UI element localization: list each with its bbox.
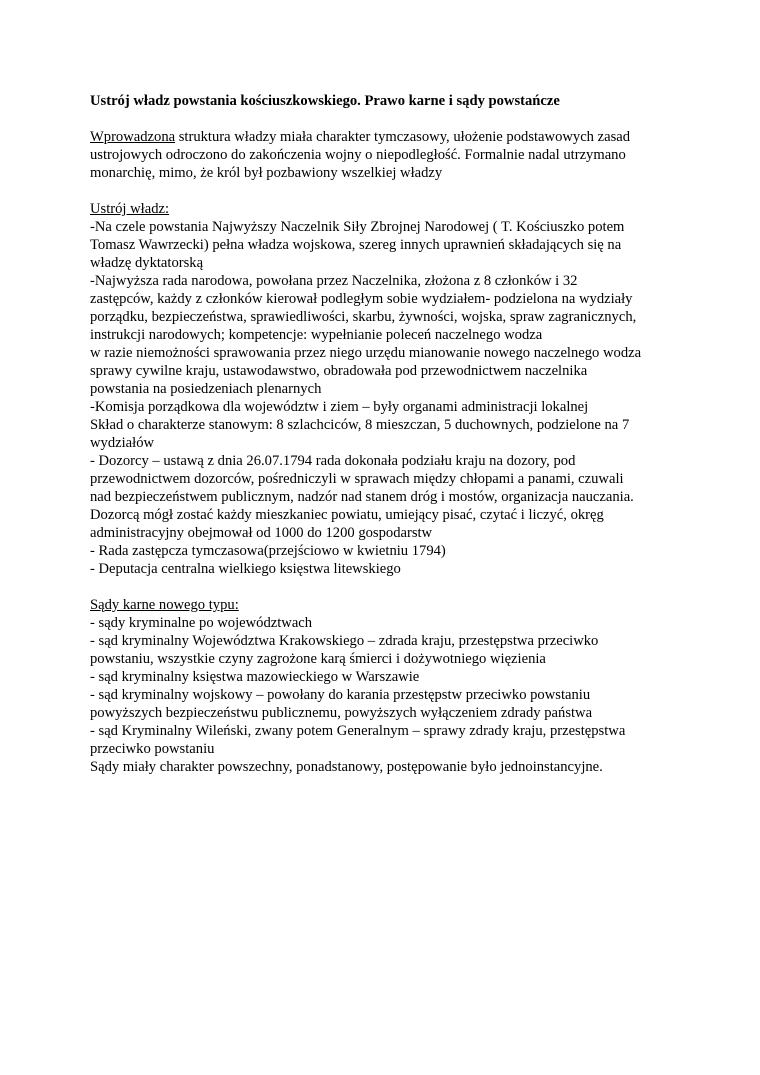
authorities-line: -Najwyższa rada narodowa, powołana przez Naczelnika, złożona z 8 członków i 32 [90, 273, 578, 289]
authorities-line: instrukcji narodowych; kompetencje: wypełnianie poleceń naczelnego wodza [90, 327, 543, 343]
courts-line: przeciwko powstaniu [90, 741, 215, 757]
document-page [90, 92, 680, 776]
courts-line: - sąd Kryminalny Wileński, zwany potem Generalnym – sprawy zdrady kraju, przestępstwa [90, 723, 626, 739]
authorities-line: władzę dyktatorską [90, 255, 204, 271]
authorities-line: -Komisja porządkowa dla województw i ziem – były organami administracji lokalnej [90, 399, 589, 415]
authorities-line: w razie niemożności sprawowania przez niego urzędu mianowanie nowego naczelnego wodza [90, 345, 642, 361]
authorities-line: Tomasz Wawrzecki) pełna władza wojskowa, szereg innych uprawnień składających się na [90, 237, 622, 253]
authorities-line: zastępców, każdy z członków kierował podległym sobie wydziałem- podzielona na wydziały [90, 291, 633, 307]
authorities-line: wydziałów [90, 435, 155, 451]
intro-paragraph [90, 128, 680, 182]
authorities-line: porządku, bezpieczeństwa, sprawiedliwości, skarbu, żywności, wojska, spraw zagranicznych, [90, 309, 637, 325]
authorities-line: powstania na posiedzeniach plenarnych [90, 381, 322, 397]
authorities-line: sprawy cywilne kraju, ustawodawstwo, obradowała pod przewodnictwem naczelnika [90, 363, 588, 379]
authorities-line: - Dozorcy – ustawą z dnia 26.07.1794 rada dokonała podziału kraju na dozory, pod [90, 453, 576, 469]
courts-line: - sądy kryminalne po województwach [90, 615, 313, 631]
authorities-line: przewodnictwem dozorców, pośredniczyli w sprawach między chłopami a panami, czuwali [90, 471, 624, 487]
authorities-line: nad bezpieczeństwem publicznym, nadzór nad stanem dróg i mostów, organizacja nauczania. [90, 489, 634, 505]
section-courts-lines [90, 614, 680, 776]
intro-line-1 [90, 128, 680, 146]
authorities-line: Skład o charakterze stanowym: 8 szlachciców, 8 mieszczan, 5 duchownych, podzielone na 7 [90, 417, 630, 433]
authorities-line: Dozorcą mógł zostać każdy mieszkaniec powiatu, umiejący pisać, czytać i liczyć, okręg [90, 507, 604, 523]
courts-line: - sąd kryminalny wojskowy – powołany do karania przestępstw przeciwko powstaniu [90, 687, 591, 703]
intro-underlined-word: Wprowadzona [90, 129, 176, 145]
authorities-line: - Deputacja centralna wielkiego księstwa litewskiego [90, 561, 401, 577]
courts-line: - sąd kryminalny księstwa mazowieckiego w Warszawie [90, 669, 420, 685]
section-courts [90, 596, 680, 776]
courts-line: powstaniu, wszystkie czyny zagrożone karą śmierci i dożywotniego więzienia [90, 651, 546, 667]
intro-line-1-rest: struktura władzy miała charakter tymczasowy, ułożenie podstawowych zasad [175, 129, 631, 145]
courts-line: Sądy miały charakter powszechny, ponadstanowy, postępowanie było jednoinstancyjne. [90, 759, 603, 775]
spacer [90, 578, 680, 596]
section-authorities [90, 200, 680, 578]
section-authorities-lines [90, 218, 680, 578]
courts-line: powyższych bezpieczeństwu publicznemu, powyższych wyłączeniem zdrady państwa [90, 705, 593, 721]
document-title: Ustrój władz powstania kościuszkowskiego. Prawo karne i sądy powstańcze [90, 93, 560, 109]
authorities-line: - Rada zastępcza tymczasowa(przejściowo w kwietniu 1794) [90, 543, 446, 559]
authorities-line: administracyjny obejmował od 1000 do 1200 gospodarstw [90, 525, 433, 541]
intro-line-2: ustrojowych odroczono do zakończenia wojny o niepodległość. Formalnie nadal utrzymano [90, 147, 626, 163]
section-authorities-heading: Ustrój władz: [90, 201, 170, 217]
authorities-line: -Na czele powstania Najwyższy Naczelnik Siły Zbrojnej Narodowej ( T. Kościuszko potem [90, 219, 625, 235]
courts-line: - sąd kryminalny Województwa Krakowskiego – zdrada kraju, przestępstwa przeciwko [90, 633, 599, 649]
section-courts-heading: Sądy karne nowego typu: [90, 597, 239, 613]
spacer [90, 182, 680, 200]
intro-line-3: monarchię, mimo, że król był pozbawiony wszelkiej władzy [90, 165, 443, 181]
spacer [90, 110, 680, 128]
